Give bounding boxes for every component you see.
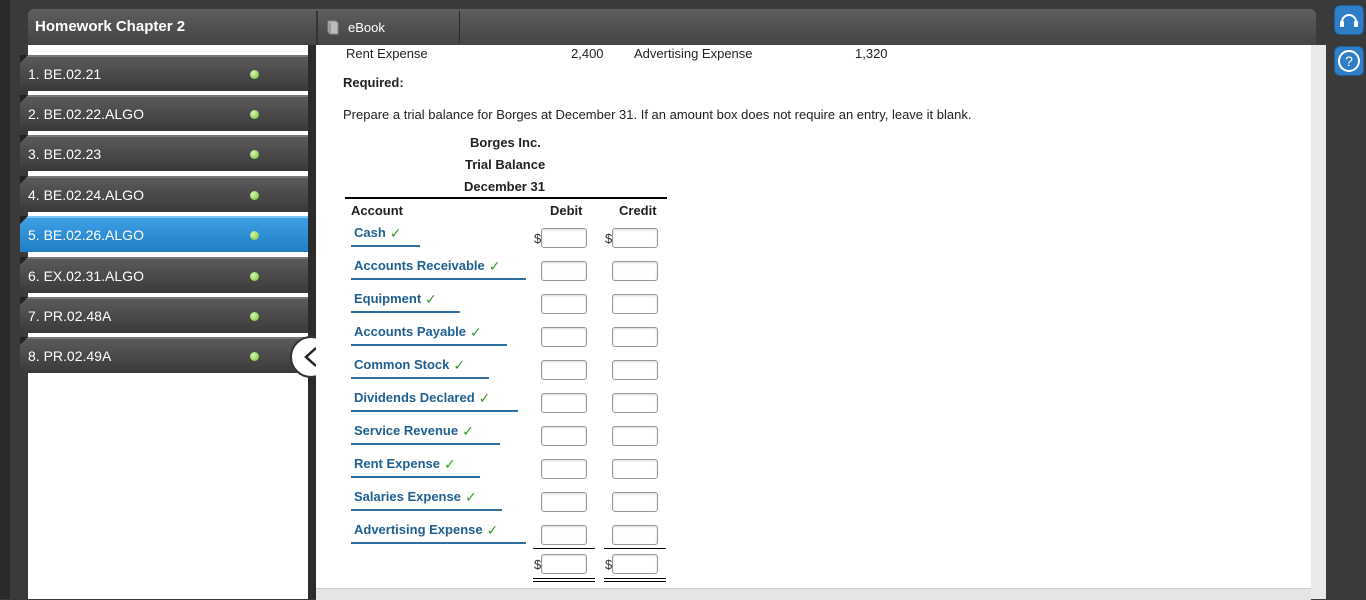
company-name: Borges Inc. — [470, 135, 541, 150]
item-corner-tab — [20, 337, 28, 345]
column-header-credit: Credit — [619, 203, 657, 218]
check-icon: ✓ — [478, 390, 491, 406]
account-dropdown[interactable] — [351, 225, 420, 247]
account-name: Salaries Expense — [354, 489, 461, 504]
account-name: Accounts Payable — [354, 324, 466, 339]
outer-left-frame — [0, 0, 10, 599]
sidebar-question-label: 6. EX.02.31.ALGO — [28, 268, 144, 284]
help-icon — [1337, 49, 1361, 73]
credit-input[interactable] — [612, 327, 658, 347]
statement-title: Trial Balance — [465, 157, 546, 172]
total-debit-dollar-sign: $ — [534, 557, 542, 572]
sidebar-question-label: 3. BE.02.23 — [28, 146, 102, 162]
check-icon: ✓ — [464, 489, 477, 505]
given-advertising-value: 1,320 — [855, 46, 888, 61]
account-name: Rent Expense — [354, 456, 440, 471]
column-header-account: Account — [351, 203, 403, 218]
completed-status-icon — [250, 272, 259, 281]
sidebar-question-label: 7. PR.02.48A — [28, 308, 112, 324]
account-name: Service Revenue — [354, 423, 459, 438]
debit-dollar-sign: $ — [534, 231, 542, 246]
item-corner-tab — [20, 216, 28, 224]
completed-status-icon — [250, 231, 259, 240]
sidebar-question-label: 2. BE.02.22.ALGO — [28, 106, 144, 122]
credit-input[interactable] — [612, 459, 658, 479]
sidebar-question-4[interactable] — [20, 176, 308, 212]
help-button[interactable] — [1334, 46, 1364, 76]
debit-input[interactable] — [541, 393, 587, 413]
debit-input[interactable] — [541, 459, 587, 479]
right-tool-strip — [1326, 0, 1366, 599]
credit-total-double-rule-bottom — [604, 581, 666, 582]
sidebar-question-label: 4. BE.02.24.ALGO — [28, 187, 144, 203]
credit-total-double-rule-top — [604, 578, 666, 579]
debit-input[interactable] — [541, 426, 587, 446]
account-dropdown[interactable] — [351, 357, 489, 379]
given-rent-value: 2,400 — [571, 46, 604, 61]
sidebar-edge — [308, 45, 316, 599]
check-icon: ✓ — [453, 357, 466, 373]
account-dropdown[interactable] — [351, 291, 460, 313]
check-icon: ✓ — [488, 258, 501, 274]
sidebar-question-label: 5. BE.02.26.ALGO — [28, 227, 144, 243]
svg-text:?: ? — [1345, 53, 1353, 69]
completed-status-icon — [250, 312, 259, 321]
account-dropdown[interactable] — [351, 324, 507, 346]
sidebar-question-7[interactable] — [20, 297, 308, 333]
total-debit-input[interactable] — [541, 554, 587, 574]
check-icon: ✓ — [462, 423, 474, 439]
credit-input[interactable] — [612, 360, 658, 380]
account-name: Advertising Expense — [354, 522, 483, 537]
debit-input[interactable] — [541, 525, 587, 545]
debit-input[interactable] — [541, 327, 587, 347]
account-dropdown[interactable] — [351, 423, 500, 445]
debit-total-double-rule-bottom — [533, 581, 595, 582]
completed-status-icon — [250, 191, 259, 200]
account-name: Accounts Receivable — [354, 258, 485, 273]
item-corner-tab — [20, 95, 28, 103]
sidebar-question-label: 8. PR.02.49A — [28, 348, 112, 364]
item-corner-tab — [20, 176, 28, 184]
credit-input[interactable] — [612, 525, 658, 545]
item-corner-tab — [20, 257, 28, 265]
required-label: Required: — [343, 75, 404, 90]
credit-input[interactable] — [612, 294, 658, 314]
ebook-label: eBook — [348, 19, 385, 35]
instructions-text: Prepare a trial balance for Borges at December 31. If an amount box does not require an entry, leave it blank. — [343, 107, 972, 122]
sidebar-question-3[interactable] — [20, 135, 308, 171]
book-icon — [326, 20, 340, 35]
credit-input[interactable] — [612, 393, 658, 413]
headset-icon — [1338, 9, 1360, 31]
sidebar-question-1[interactable] — [20, 55, 308, 91]
credit-dollar-sign: $ — [605, 231, 613, 246]
account-dropdown[interactable] — [351, 489, 502, 511]
debit-total-double-rule-top — [533, 578, 595, 579]
sidebar-question-label: 1. BE.02.21 — [28, 66, 102, 82]
credit-input[interactable] — [612, 426, 658, 446]
account-name: Equipment — [354, 291, 422, 306]
item-corner-tab — [20, 55, 28, 63]
total-credit-dollar-sign: $ — [605, 557, 613, 572]
assignment-title: Homework Chapter 2 — [35, 18, 186, 35]
given-advertising-label: Advertising Expense — [634, 46, 753, 61]
question-content — [316, 45, 1311, 599]
completed-status-icon — [250, 352, 259, 361]
account-dropdown[interactable] — [351, 522, 526, 544]
support-button[interactable] — [1334, 5, 1364, 35]
account-name: Dividends Declared — [354, 390, 475, 405]
completed-status-icon — [250, 150, 259, 159]
debit-input[interactable] — [541, 228, 587, 248]
credit-input[interactable] — [612, 261, 658, 281]
account-dropdown[interactable] — [351, 390, 518, 412]
debit-input[interactable] — [541, 492, 587, 512]
assignment-header — [28, 9, 1316, 45]
given-rent-label: Rent Expense — [346, 46, 428, 61]
sidebar-question-2[interactable] — [20, 95, 308, 131]
debit-subtotal-rule — [533, 548, 595, 549]
credit-input[interactable] — [612, 228, 658, 248]
sidebar-question-5[interactable] — [20, 216, 308, 252]
check-icon: ✓ — [486, 522, 499, 538]
statement-date: December 31 — [464, 179, 545, 194]
account-name: Cash — [354, 225, 386, 240]
ebook-tab[interactable] — [318, 11, 460, 43]
check-icon: ✓ — [389, 225, 402, 241]
item-corner-tab — [20, 297, 28, 305]
account-name: Common Stock — [354, 357, 450, 372]
credit-input[interactable] — [612, 492, 658, 512]
sidebar-question-8[interactable] — [20, 337, 308, 373]
item-corner-tab — [20, 135, 28, 143]
content-bottom-edge — [316, 588, 1311, 600]
check-icon: ✓ — [425, 291, 437, 307]
content-right-gutter — [1311, 45, 1326, 599]
debit-input[interactable] — [541, 360, 587, 380]
debit-input[interactable] — [541, 294, 587, 314]
completed-status-icon — [250, 70, 259, 79]
completed-status-icon — [250, 110, 259, 119]
debit-input[interactable] — [541, 261, 587, 281]
check-icon: ✓ — [470, 324, 482, 340]
account-dropdown[interactable] — [351, 456, 480, 478]
account-dropdown[interactable] — [351, 258, 526, 280]
credit-subtotal-rule — [604, 548, 666, 549]
sidebar-question-6[interactable] — [20, 257, 308, 293]
header-rule — [345, 197, 667, 199]
total-credit-input[interactable] — [612, 554, 658, 574]
column-header-debit: Debit — [550, 203, 583, 218]
check-icon: ✓ — [443, 456, 456, 472]
